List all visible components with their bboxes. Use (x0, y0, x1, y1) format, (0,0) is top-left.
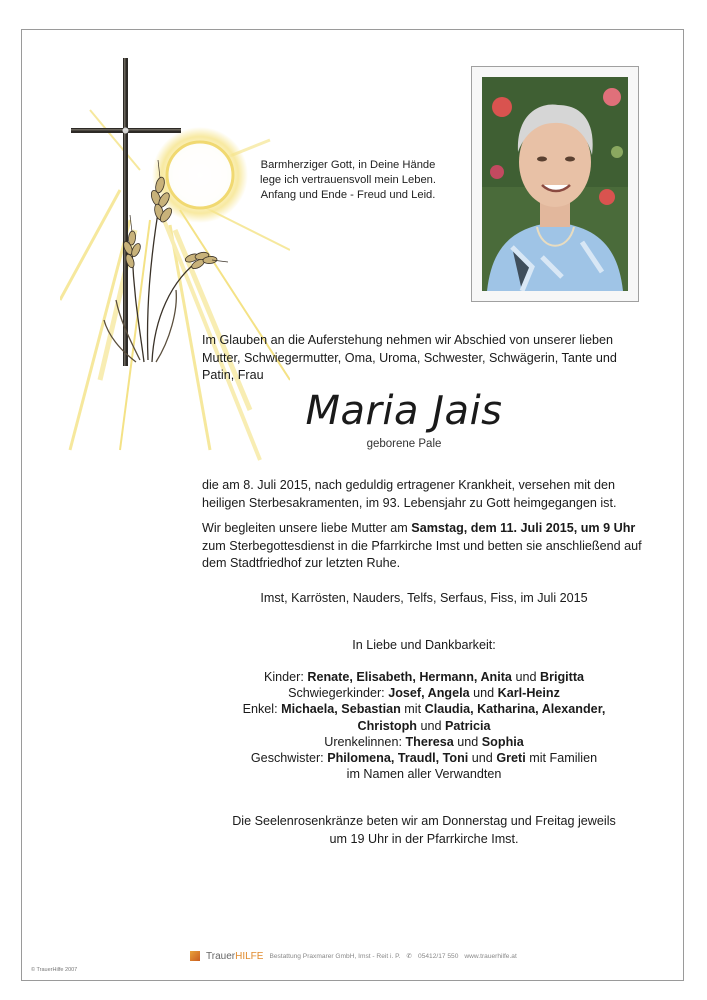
maiden-name: geborene Pale (366, 438, 442, 450)
label: Schwiegerkinder: (288, 686, 389, 701)
label: Kinder: (263, 670, 308, 684)
names: Brigitta (539, 670, 585, 684)
names: Josef, Angela (388, 686, 470, 701)
children-line (180, 669, 668, 685)
conj: und (511, 670, 540, 684)
label: Urenkelinnen: (324, 734, 406, 749)
portrait-photo (482, 77, 628, 291)
portrait-frame (471, 66, 639, 302)
relatives-line: im Namen aller Verwandten (346, 767, 502, 782)
phone-icon: ✆ (406, 953, 413, 960)
verse-line: lege ich vertrauensvoll mein Leben. (260, 174, 436, 186)
names: Sophia (481, 734, 524, 749)
company-name: Bestattung Praxmarer GmbH, Imst - Reit i. P. (269, 952, 401, 960)
names: Greti (496, 751, 526, 766)
thanks-heading: In Liebe und Dankbarkeit: (352, 638, 496, 652)
conj: und (453, 734, 482, 749)
brand-part-accent: HILFE (235, 950, 264, 962)
rosary-line: um 19 Uhr in der Pfarrkirche Imst. (329, 831, 519, 846)
funeral-details (202, 520, 646, 573)
label: Enkel: (242, 702, 282, 717)
copyright: © TrauerHilfe 2007 (31, 967, 78, 973)
conj: und (469, 686, 498, 701)
deceased-name: Maria Jais (305, 388, 503, 434)
trauerhilfe-logo-icon (190, 951, 200, 961)
names: Christoph (357, 718, 417, 733)
death-notice: die am 8. Juli 2015, nach geduldig ertragener Krankheit, versehen mit den heiligen Sterbesakramenten, im 93. Lebensjahr zu Gott heimgegangen ist. (202, 478, 617, 510)
funeral-date: Samstag, dem 11. Juli 2015, um 9 Uhr (411, 521, 636, 535)
names: Claudia, Katharina, Alexander, (424, 702, 606, 717)
funeral-pre: Wir begleiten unsere liebe Mutter am (202, 521, 412, 535)
rosary-notice (180, 813, 668, 848)
bible-verse (228, 158, 468, 203)
names: Renate, Elisabeth, Hermann, Anita (307, 670, 512, 684)
grandchildren-line-2 (180, 718, 668, 734)
rosary-line: Die Seelenrosenkränze beten wir am Donnerstag und Freitag jeweils (232, 814, 616, 828)
label: Geschwister: (250, 751, 328, 766)
funeral-post: zum Sterbegottesdienst in die Pfarrkirche Imst und betten sie anschließend auf dem Stadtfriedhof zur letzten Ruhe. (202, 538, 642, 570)
names: Theresa (405, 734, 454, 749)
names: Karl-Heinz (497, 686, 560, 701)
suffix: mit Familien (525, 751, 598, 766)
great-grandchildren-line (180, 734, 668, 750)
grandchildren-line (180, 701, 668, 717)
verse-line: Barmherziger Gott, in Deine Hände (260, 159, 436, 171)
places-date: Imst, Karrösten, Nauders, Telfs, Serfaus, Fiss, im Juli 2015 (260, 591, 588, 605)
conj: und (468, 751, 497, 766)
names: Michaela, Sebastian (281, 702, 401, 717)
conj: und (416, 718, 445, 733)
footer (190, 949, 590, 963)
conj: mit (400, 702, 425, 717)
siblings-line (180, 750, 668, 766)
phone-number: 05412/17 550 (418, 952, 459, 960)
intro-text: Im Glauben an die Auferstehung nehmen wir Abschied von unserer lieben Mutter, Schwiegermutter, Oma, Uroma, Schwester, Schwägerin, Tante und Patin, Frau (202, 333, 617, 382)
mourners-list (180, 669, 668, 782)
verse-line: Anfang und Ende - Freud und Leid. (260, 189, 436, 201)
in-laws-line (180, 685, 668, 701)
brand-part: Trauer (206, 950, 236, 962)
names: Philomena, Traudl, Toni (327, 751, 469, 766)
brand-name (206, 951, 263, 962)
website-link[interactable]: www.trauerhilfe.at (464, 952, 517, 960)
names: Patricia (444, 718, 491, 733)
